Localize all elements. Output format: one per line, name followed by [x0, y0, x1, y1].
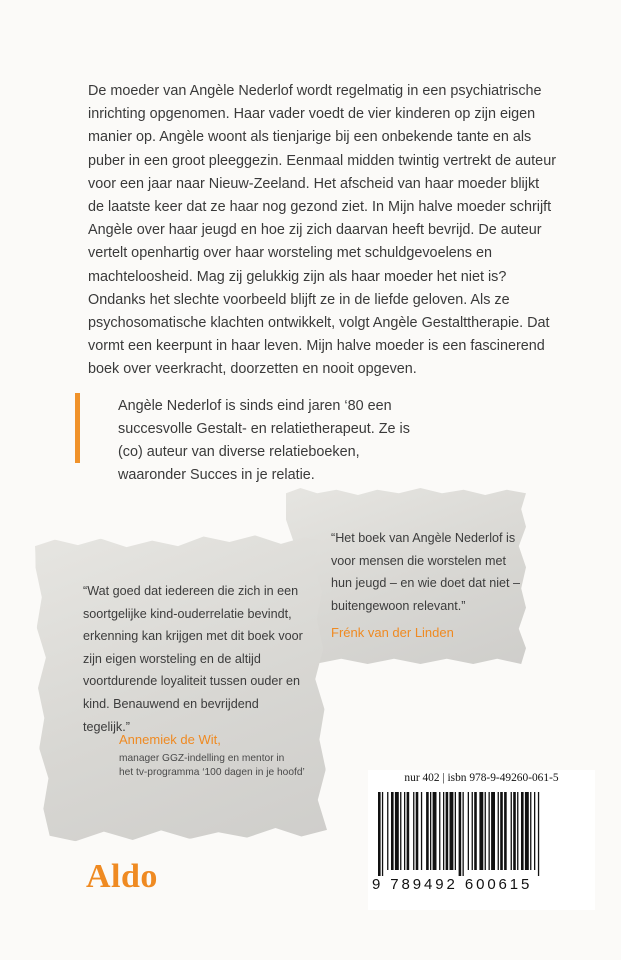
- barcode-box: [368, 770, 595, 910]
- role-line: het tv-programma ‘100 dagen in je hoofd’: [119, 766, 305, 778]
- quote-right-text: “Het boek van Angèle Nederlof is voor mensen die worstelen met hun jeugd – en wie doet dat niet – buitengewoon relevant.”: [331, 531, 521, 613]
- isbn-header: nur 402 | isbn 978-9-49260-061-5: [404, 772, 559, 784]
- publisher-logo: Aldo: [86, 858, 158, 895]
- quote-left-text: “Wat goed dat iedereen die zich in een soortgelijke kind-ouderrelatie bevindt, erkenning kan krijgen met dit boek voor zijn eigen worsteling en de altijd voortdurende loyaliteit tussen ouder en kind. Benauwend en bevrijdend tegelijk.”: [83, 584, 303, 734]
- quote-right-author: Frénk van der Linden: [331, 625, 454, 640]
- author-bio: Angèle Nederlof is sinds eind jaren ‘80 een succesvolle Gestalt- en relatietherapeut. Ze is (co) auteur van diverse relatieboeken, waaronder Succes in je relatie.: [118, 398, 410, 483]
- quote-left-role: [119, 752, 314, 779]
- barcode-icon: [378, 792, 588, 876]
- quote-left-author: Annemiek de Wit,: [119, 732, 221, 747]
- barcode-digits: 9 789492 600615: [372, 876, 533, 893]
- back-cover-blurb: De moeder van Angèle Nederlof wordt regelmatig in een psychiatrische inrichting opgenomen. Haar vader voedt de vier kinderen op zijn eigen manier op. Angèle woont als tienjarige bij een onbekende tante en als puber in een groot pleeggezin. Eenmaal midden twintig vertrekt de auteur voor een jaar naar Nieuw-Zeeland. Het afscheid van haar moeder blijkt de laatste keer dat ze haar nog gezond ziet. In Mijn halve moeder schrijft Angèle over haar jeugd en hoe zij zich daarvan heeft bevrijd. De auteur vertelt openhartig over haar worsteling met schuldgevoelens en machteloosheid. Mag zij gelukkig zijn als haar moeder het niet is? Ondanks het slechte voorbeeld blijft ze in de liefde geloven. Als ze psychosomatische klachten ontwikkelt, volgt Angèle Gestalttherapie. Dat vormt een keerpunt in haar leven. Mijn halve moeder is een fascinerend boek over veerkracht, doorzetten en nooit opgeven.: [88, 83, 556, 378]
- accent-bar: [75, 393, 80, 463]
- role-line: manager GGZ-indelling en mentor in: [119, 753, 285, 764]
